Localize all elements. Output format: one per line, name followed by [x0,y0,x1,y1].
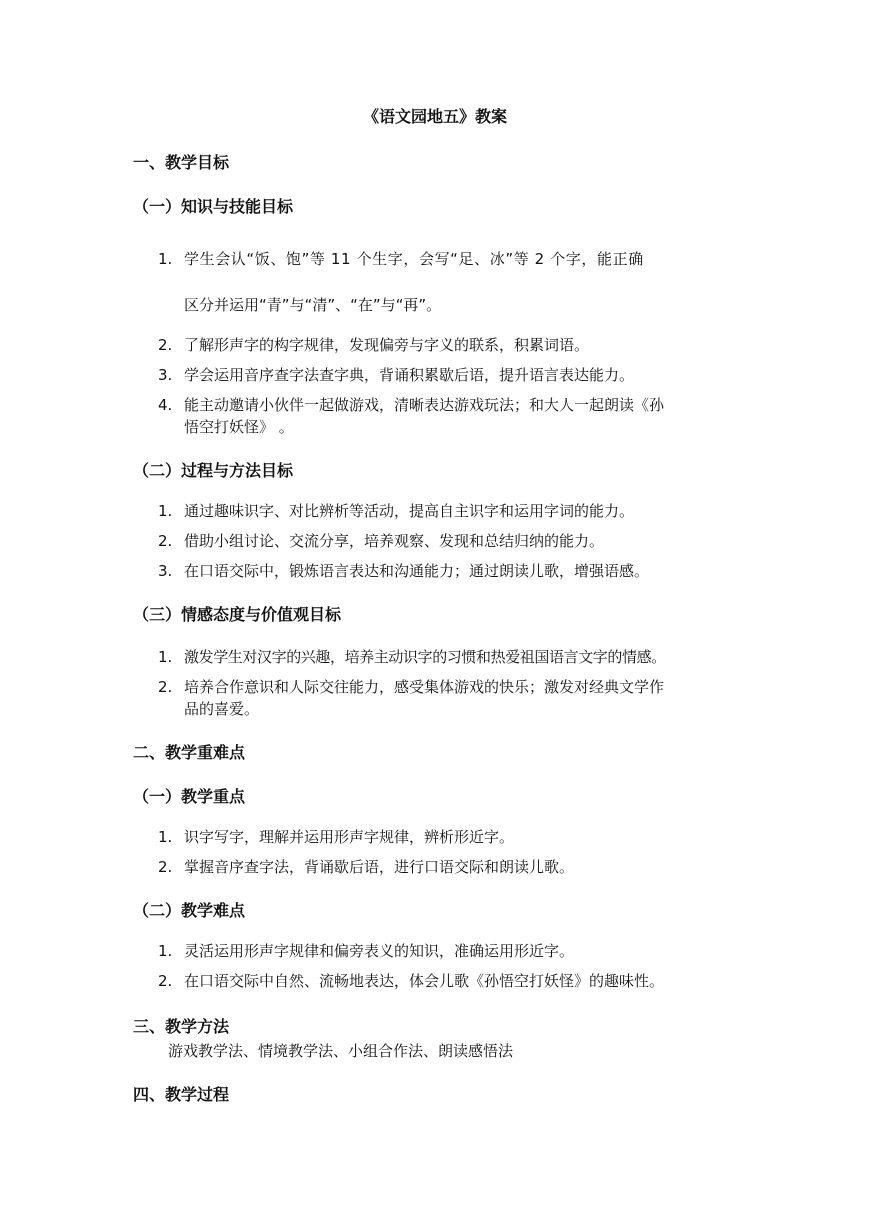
list-item-text: 通过趣味识字、对比辨析等活动，提高自主识字和运用字词的能力。 [184,502,635,520]
list-item-text: 激发学生对汉字的兴趣，培养主动识字的习惯和热爱祖国语言文字的情感。 [184,648,666,666]
section-3-heading: 三、教学方法 [133,1017,230,1036]
list-item-text: 借助小组讨论、交流分享，培养观察、发现和总结归纳的能力。 [184,532,605,550]
list-number: 4. [158,396,173,414]
list-item-text: 在口语交际中自然、流畅地表达，体会儿歌《孙悟空打妖怪》的趣味性。 [184,972,665,990]
list-item-text: 学生会认“饭、饱”等 11 个生字，会写“足、冰”等 2 个字，能正确 [184,250,644,268]
list-number: 2. [158,972,173,990]
section-2-2-heading: （二）教学难点 [133,901,246,920]
list-number: 2. [158,678,173,696]
list-item-text-continued: 区分并运用“青”与“清”、“在”与“再”。 [184,296,442,314]
list-item-text: 了解形声字的构字规律，发现偏旁与字义的联系，积累词语。 [184,336,590,354]
list-item-text: 能主动邀请小伙伴一起做游戏，清晰表达游戏玩法；和大人一起朗读《孙 [184,396,665,414]
list-number: 1. [158,828,173,846]
list-item-text: 识字写字，理解并运用形声字规律，辨析形近字。 [184,828,515,846]
list-number: 2. [158,336,173,354]
section-1-1-heading: （一）知识与技能目标 [133,197,294,216]
list-item-text: 在口语交际中，锻炼语言表达和沟通能力；通过朗读儿歌，增强语感。 [184,562,650,580]
list-number: 3. [158,366,173,384]
list-number: 1. [158,502,173,520]
list-number: 2. [158,532,173,550]
list-number: 2. [158,858,173,876]
list-item-text-continued: 悟空打妖怪》 。 [184,418,294,436]
section-4-heading: 四、教学过程 [133,1085,230,1104]
list-item-text-continued: 品的喜爱。 [184,700,260,718]
list-number: 1. [158,250,173,268]
list-item-text: 掌握音序查字法，背诵歇后语，进行口语交际和朗读儿歌。 [184,858,575,876]
list-number: 3. [158,562,173,580]
list-item-text: 学会运用音序查字法查字典，背诵积累歇后语，提升语言表达能力。 [184,366,635,384]
section-3-body: 游戏教学法、情境教学法、小组合作法、朗读感悟法 [168,1042,514,1060]
document-title: 《语文园地五》教案 [362,107,507,126]
section-2-heading: 二、教学重难点 [133,743,246,762]
section-1-2-heading: （二）过程与方法目标 [133,461,294,480]
list-item-text: 培养合作意识和人际交往能力，感受集体游戏的快乐；激发对经典文学作 [184,678,665,696]
list-item-text: 灵活运用形声字规律和偏旁表义的知识，准确运用形近字。 [184,942,575,960]
list-number: 1. [158,648,173,666]
list-number: 1. [158,942,173,960]
section-1-3-heading: （三）情感态度与价值观目标 [133,605,342,624]
section-1-heading: 一、教学目标 [133,153,230,172]
section-2-1-heading: （一）教学重点 [133,787,246,806]
